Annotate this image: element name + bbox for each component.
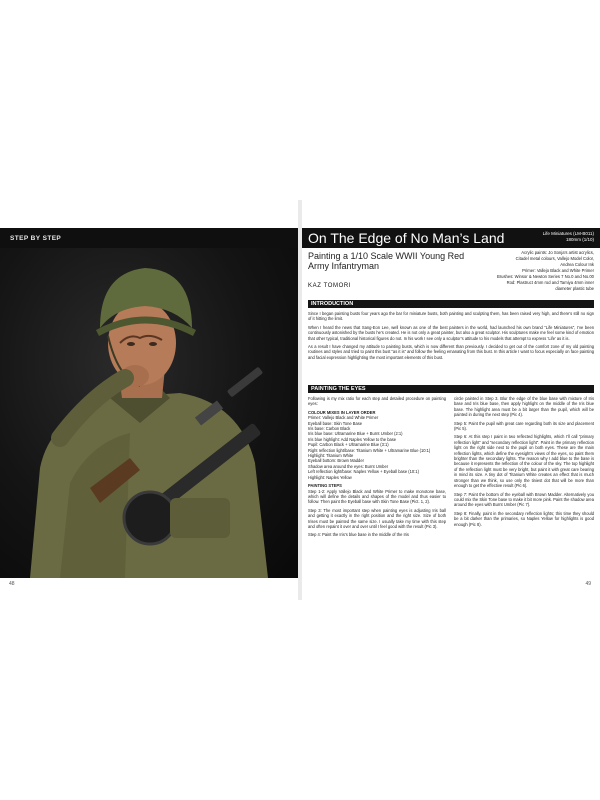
author: KAZ TOMORI [308, 283, 352, 289]
right-page [302, 200, 600, 600]
section-label: STEP BY STEP [10, 234, 62, 242]
page-number-right: 49 [585, 581, 591, 587]
right-eye [149, 342, 157, 346]
title-meta [543, 231, 594, 243]
intro-text [308, 311, 594, 363]
intro-heading: INTRODUCTION [308, 300, 594, 308]
mix-item: Highlight: Titanium White [308, 453, 354, 459]
right-top-margin [302, 200, 600, 228]
left-top-margin [0, 200, 298, 228]
page-number-left: 48 [9, 581, 15, 587]
eyes-heading: PAINTING THE EYES [308, 385, 594, 393]
mix-heading: COLOUR MIXES IN LAYER ORDER [308, 409, 376, 415]
left-page [0, 200, 298, 600]
mix-item: Highlight: Naples Yellow [308, 474, 352, 480]
pouch [170, 498, 230, 538]
mix-item: Shadow area around the eyes: Burnt Umber [308, 463, 389, 469]
materials-line: Brushes: Winsor & Newton Series 7 No.0 and No.00 [496, 274, 594, 279]
step-paragraph: Step 6: At this step I paint in two reflected highlights, which I’ll call “primary reflection light” and “secondary reflection light”. Paint in the primary reflection light on the right side next to the pupil on both eyes. These are the main reflection lights, which define the eyesight’s views of the eyes, so paint them brighter than the secondary lights. The reason why I add blue to the base is because it represents the reflection of the colour of the sky. The top highlight of the reflection light must be very bright, but paint it with great care bearing in mind its size. A tiny dot of Titanium White creates an effect that is much stronger than we think, so use only the tiniest dot that will be more than enough to get the effective result (Pic 6). [454, 434, 594, 489]
mix-item: Eyeball bottom: Brown Madder [308, 458, 364, 464]
mix-item: Iris base: Carbon Black [308, 426, 351, 432]
soldier-bust-photo [0, 248, 298, 578]
mix-item: Pupil: Carbon Black + Ultramarine Blue (3:1) [308, 442, 389, 448]
materials-line: diameter plastic tube [555, 286, 594, 291]
eyes-intro: Following is my mix ratio for each step and detailed procedure on painting eyes: [308, 396, 446, 407]
article-title: On The Edge of No Man’s Land [308, 230, 505, 246]
magazine-spread [0, 200, 600, 600]
materials-line: Rod: Plastruct 4mm rod and Tamiya 4mm inner [506, 280, 594, 285]
mix-item: Left reflection light/base: Naples Yellow + Eyeball base (10:1) [308, 469, 419, 475]
article-subtitle: Painting a 1/10 Scale WWII Young Red Army Infantryman [308, 251, 465, 271]
mix-item: Iris blue base: Ultramarine Blue + Burnt Umber (2:1) [308, 431, 403, 437]
step-paragraph: Step 5: Paint the pupil with great care regarding both its size and placement (Pic 5). [454, 420, 594, 432]
mix-item: Right reflection light/base: Titanium White + Ultramarine Blue (10:1) [308, 447, 431, 453]
kit-name: Life Miniatures (LM-B011) [542, 231, 594, 236]
step-paragraph: Step 1-2: Apply Vallejo Black and White Primer to make monotone base, which will define the details and shapes of the model and thus easier to follow. Then paint the Eyeball base with Skin Tone Base (Pict. 1, 2). [308, 488, 446, 505]
step-paragraph: Step 8: Finally, paint in the secondary reflection lights; this time they should be a bit darker than the primaries, so Naples Yellow for highlights is good enough (Pic 8). [454, 510, 594, 527]
step-paragraph: Step 4: Paint the Iris’s blue base in the middle of the Iris [308, 532, 409, 538]
intro-paragraph: Since I began painting busts four years ago the bar for miniature busts, both painting and sculpting them, has been raised very high, and there’s still no sign of it hitting the limit. [308, 311, 594, 322]
materials-line: Andrea Colour Ink [560, 262, 594, 267]
left-eye [127, 342, 135, 346]
eyes-right-column [454, 396, 594, 530]
materials-list [474, 250, 594, 292]
step-paragraph: circle painted in Step 3. Blur the edge of the blue base with mixture of Iris base and Iris blue base, then apply highlight on the middle of the Iris blue base. The highlight area must be a bit larger than the pupil, which will be painted in during the next step (Pic 4). [454, 396, 594, 418]
steps-heading: PAINTING STEPS [308, 483, 342, 489]
left-footer [0, 578, 298, 600]
left-header-bar [0, 228, 298, 248]
mix-item: Primer: Vallejo Black and White Primer [308, 415, 379, 421]
kit-scale: 180mm (1/10) [565, 237, 594, 242]
materials-line: Acrylic paints: Jo Sonja’s artist acrylics, [521, 250, 594, 255]
soldier-bust-illustration [0, 248, 298, 578]
materials-line: Primer: Vallejo Black and White Primer [522, 268, 594, 273]
mix-item: Eyeball base: Skin Tone Base [308, 420, 363, 426]
intro-paragraph: When I heard the news that Sang-Eon Lee, well known as one of the best painters in the world, had launched his own brand “Life Miniatures”, I’ve been continuously astonished by the busts he’s created. He is not only a great painter, but also a great sculptor. His sculptures make me feel some kind of emotion that other typical, traditional historical figures do not. In his work I see only a sculptor’s attitude to his models that attempt to express ‘Life’ as it is. [308, 324, 594, 341]
intro-paragraph: As a result I have changed my attitude to painting busts, which is now different than previously. I decided to get out of the comfort zone of my old painting routines and styles and tried to paint this bust “as it is” and follow the feeling emanating from this bust. In this article I want to focus especially on face painting and facial expression highlighting the most important elements of this bust. [308, 344, 594, 360]
step-paragraph: Step 7: Paint the bottom of the eyeball with Brown Madder. Alternatively you could mix the Skin Tone base to make it bit more pink. Paint the shadow area around the eyes with Burnt Umber (Pic 7). [454, 491, 594, 508]
materials-line: Citadel metal colours, Vallejo Model Color, [515, 256, 594, 261]
step-paragraph: Step 3: The most important step when painting eyes is adjusting Iris ball and getting it exactly in the right position and the right size. Size of both Irises must be painted the same size. I usually take my time with this step and often repaint it over and over until I feel good with the result (Pic 3). [308, 507, 446, 529]
title-bar [302, 228, 600, 248]
mix-item: Iris blue highlight: Add Naples Yellow to the base [308, 436, 397, 442]
eyes-left-column [308, 396, 446, 541]
